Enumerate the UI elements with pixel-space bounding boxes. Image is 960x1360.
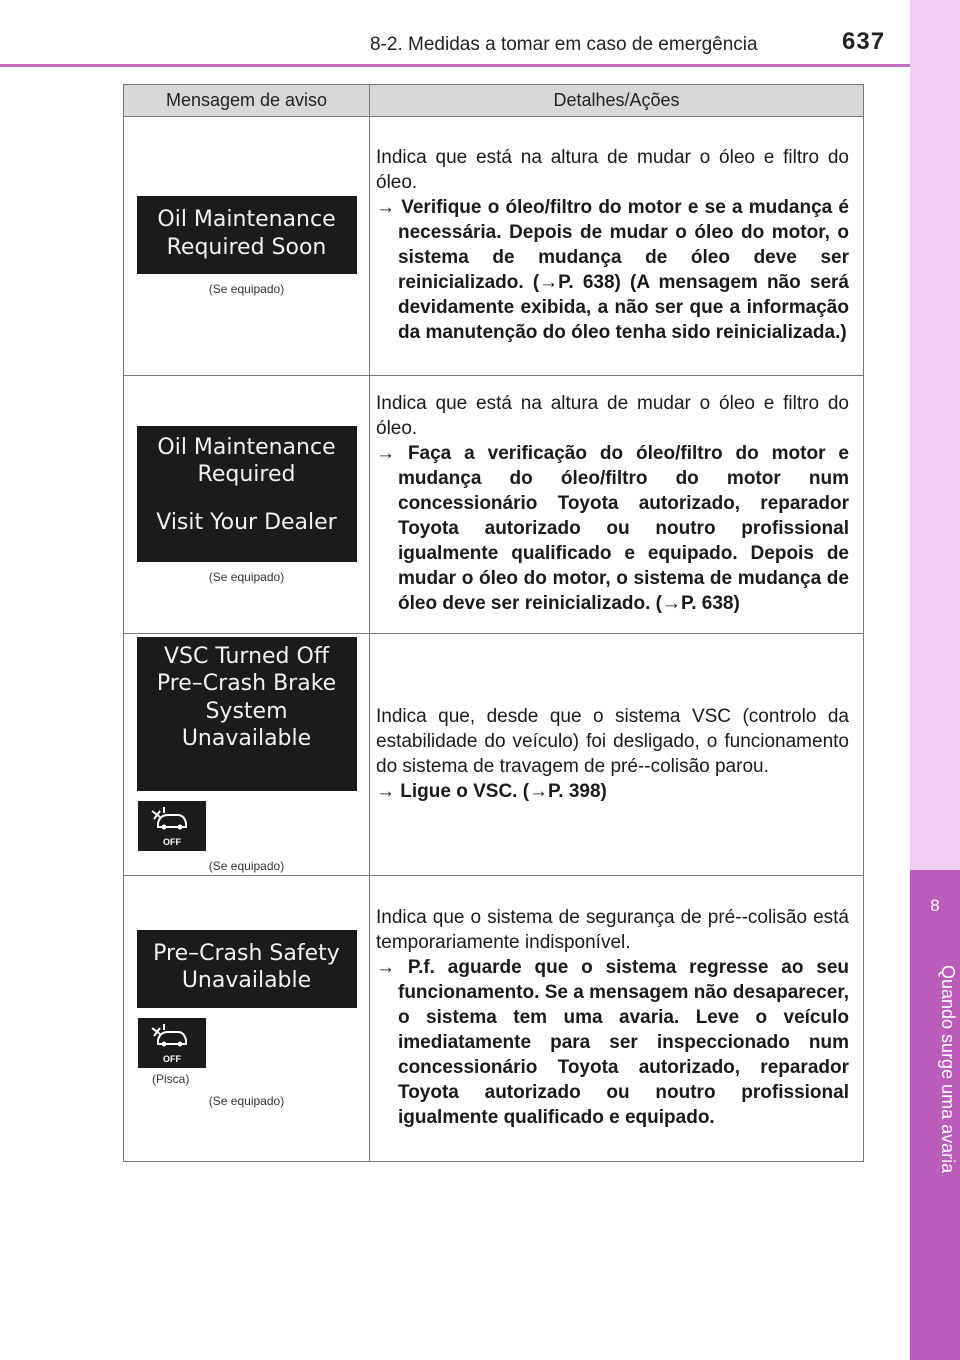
- table-row: [124, 876, 864, 1162]
- action-text: → Verifique o óleo/filtro do motor e se a mudança é necessária. Depois de mudar o óleo do motor, o sistema de mudança de óleo deve ser reinicializado. (→P. 638) (A mensagem não será devidamente exibida, a não ser que a informação da manutenção do óleo tenha sido reinicializada.): [376, 197, 849, 343]
- warning-table: [123, 84, 864, 1162]
- message-cell: [124, 117, 370, 376]
- display-message: VSC Turned Off Pre–Crash Brake System Unavailable: [137, 637, 357, 791]
- column-header-message: Mensagem de aviso: [124, 85, 370, 117]
- equipped-note: (Se equipado): [208, 858, 285, 873]
- chapter-title: Quando surge uma avaria: [938, 965, 958, 1174]
- description-text: Indica que, desde que o sistema VSC (controlo da estabilidade do veículo) foi desligado, o funcionamento do sistema de travagem de pré--colisão parou.: [376, 705, 849, 777]
- column-header-details: Detalhes/Ações: [370, 85, 864, 117]
- pre-crash-off-icon: OFF: [138, 801, 206, 851]
- section-title: 8-2. Medidas a tomar em caso de emergência: [370, 34, 758, 55]
- display-message: Pre–Crash Safety Unavailable: [137, 930, 357, 1008]
- details-cell: [370, 117, 864, 376]
- table-row: [124, 376, 864, 634]
- action-text: → P.f. aguarde que o sistema regresse ao seu funcionamento. Se a mensagem não desaparecer, o sistema tem uma avaria. Leve o veículo imediatamente para ser inspeccionado num concessionário Toyota autorizado, reparador Toyota autorizado ou noutro profissional igualmente qualificado e equipado.: [376, 957, 849, 1128]
- page-number: 637: [842, 28, 886, 55]
- arrow-icon: →: [376, 197, 395, 218]
- header-divider: [0, 64, 910, 67]
- description-text: Indica que o sistema de segurança de pré--colisão está temporariamente indisponível.: [376, 907, 849, 953]
- arrow-icon: →: [376, 443, 395, 464]
- details-cell: [370, 634, 864, 876]
- table-row: [124, 634, 864, 876]
- message-cell: [124, 634, 370, 876]
- display-message: Oil Maintenance Required Soon: [137, 196, 357, 274]
- table-row: [124, 117, 864, 376]
- arrow-icon: →: [376, 780, 395, 802]
- action-text: → Ligue o VSC. (→P. 398): [376, 780, 607, 802]
- message-cell: [124, 876, 370, 1162]
- details-cell: [370, 376, 864, 634]
- details-cell: [370, 876, 864, 1162]
- description-text: Indica que está na altura de mudar o óleo e filtro do óleo.: [376, 393, 849, 439]
- equipped-note: (Se equipado): [208, 282, 285, 296]
- description-text: Indica que está na altura de mudar o óleo e filtro do óleo.: [376, 147, 849, 193]
- blink-note: (Pisca): [152, 1071, 190, 1086]
- chapter-number: 8: [930, 896, 940, 915]
- arrow-icon: →: [376, 957, 395, 978]
- action-text: → Faça a verificação do óleo/filtro do motor e mudança do óleo/filtro do motor num concessionário Toyota autorizado, reparador Toyota autorizado ou noutro profissional igualmente qualificado e equipado. Depois de mudar o óleo do motor, o sistema de mudança de óleo deve ser reinicializado. (→P. 638): [376, 443, 849, 614]
- display-message: Oil Maintenance Required Visit Your Dealer: [137, 426, 357, 562]
- message-cell: [124, 376, 370, 634]
- table-header-row: [124, 85, 864, 117]
- equipped-note: (Se equipado): [208, 1093, 285, 1108]
- side-tab-upper: [910, 0, 960, 870]
- pre-crash-off-icon: OFF: [138, 1018, 206, 1068]
- equipped-note: (Se equipado): [208, 569, 285, 584]
